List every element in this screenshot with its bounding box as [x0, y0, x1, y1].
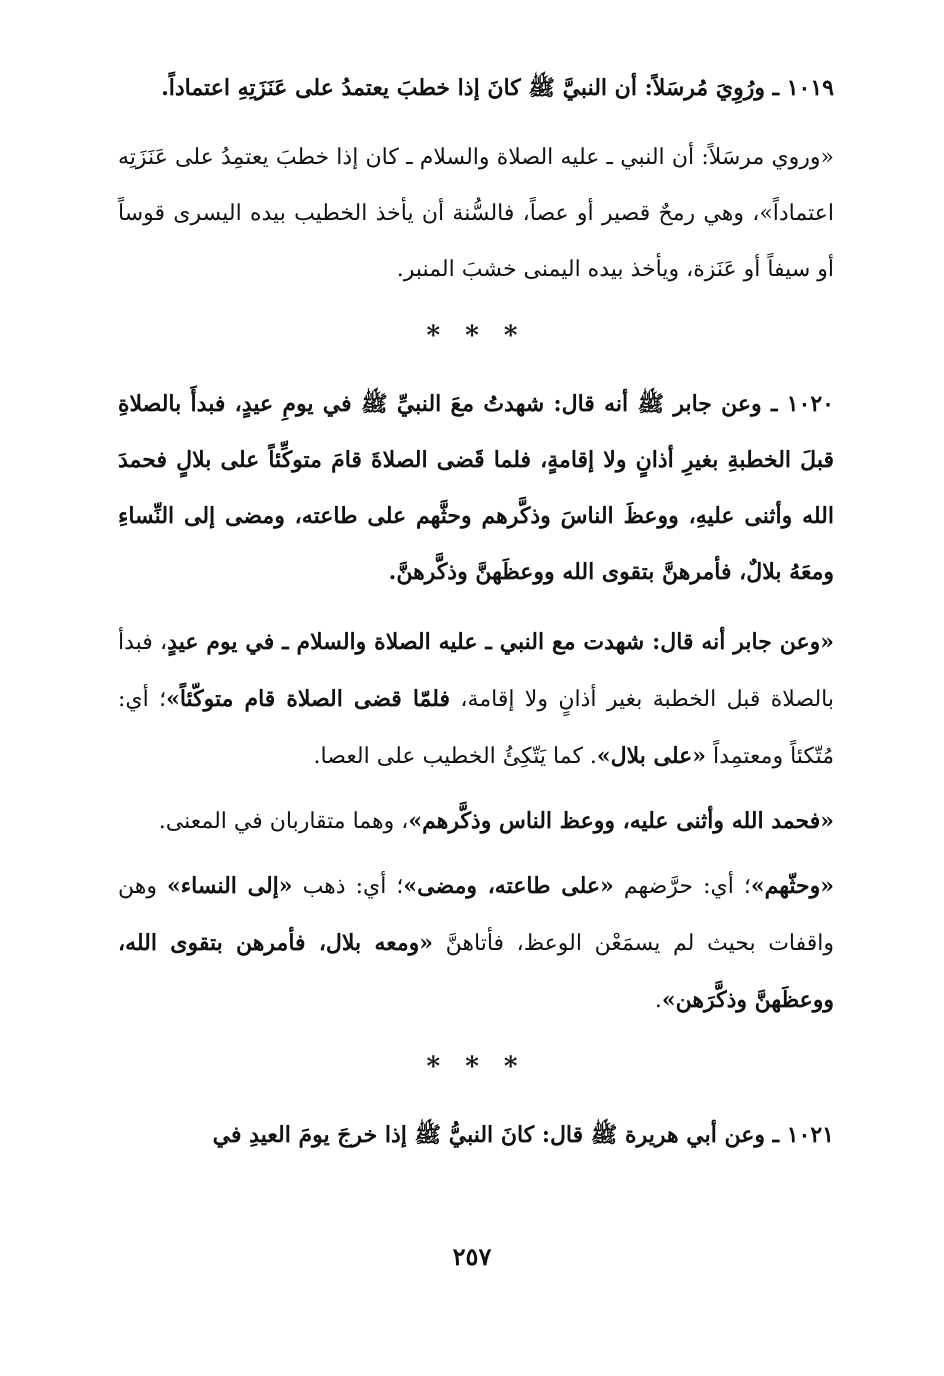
hadith-1021: ١٠٢١ ـ وعن أبي هريرة ﷺ قال: كانَ النبيُّ ﷺ إذا خرجَ يومَ العيدِ في	[212, 1122, 834, 1148]
quote-span: فلمّا قضى الصلاة قام متوكّئاً»	[166, 686, 451, 712]
quote-span: «ومعه بلال، فأمرهن بتقوى الله، ووعظَهنَّ وذكَّرَهن»	[118, 930, 834, 1013]
text-span: ؛ أي: حرَّضهم	[613, 874, 751, 899]
page-body	[118, 60, 834, 1163]
quote-span: «وعن جابر أنه قال: شهدت مع النبي ـ عليه الصلاة والسلام ـ في يوم عيدٍ	[167, 629, 834, 655]
text-span: .	[654, 988, 662, 1013]
commentary-1020-a	[118, 614, 834, 785]
page-number: ٢٥٧	[452, 1242, 492, 1271]
quote-span: «فحمد الله وأثنى عليه، ووعظ الناس وذكَّرهم»	[408, 808, 834, 834]
hadith-1019: ١٠١٩ ـ ورُوِيَ مُرسَلاً: أن النبيَّ ﷺ كانَ إذا خطبَ يعتمدُ على عَنَزَتِهِ اعتماداً.	[161, 75, 834, 101]
text-span: ، وهما متقاربان في المعنى.	[158, 809, 409, 834]
quote-span: «على طاعته، ومضى»	[403, 873, 614, 899]
section-separator: * * *	[426, 321, 526, 351]
commentary-1020-b	[118, 793, 834, 850]
commentary-1020-c	[118, 858, 834, 1029]
quote-span: «إلى النساء»	[167, 873, 293, 899]
text-span: ؛ أي: ذهب	[292, 874, 404, 899]
text-span: وهن واقفات بحيث لم يسمَعْن الوعظ، فأتاهنَّ	[118, 874, 834, 956]
text-span: ، فبدأ بالصلاة قبل الخطبة بغير أذانٍ ولا إقامة،	[118, 630, 835, 712]
commentary-1019: «وروي مرسَلاً: أن النبي ـ عليه الصلاة والسلام ـ كان إذا خطبَ يعتمِدُ على عَنَزَتِه اعتماداً»، وهي رمحٌ قصير أو عصاً، فالسُّنة أن يأخذ الخطيب بيده اليسرى قوساً أو سيفاً أو عَنَزة، ويأخذ بيده اليمنى خشبَ المنبر.	[118, 145, 834, 282]
quote-span: «وحثّهم»	[750, 873, 835, 899]
text-span: ؛ أي: مُتّكئاً ومعتمِداً	[118, 687, 834, 769]
quote-span: «على بلال»	[596, 743, 707, 769]
section-separator: * * *	[426, 1052, 526, 1082]
text-span: . كما يَتّكِئُ الخطيب على العصا.	[313, 744, 597, 769]
hadith-1020: ١٠٢٠ ـ وعن جابر ﷺ أنه قال: شهدتُ معَ النبيِّ ﷺ في يومِ عيدٍ، فبدأَ بالصلاةِ قبلَ الخطبةِ بغيرِ أذانٍ ولا إقامةٍ، فلما قَضى الصلاةَ قامَ متوكِّئاً على بلالٍ فحمدَ الله وأثنى عليهِ، ووعظَ الناسَ وذكَّرهم وحثَّهم على طاعته، ومضى إلى النِّساءِ ومعَهُ بلالٌ، فأمرهنَّ بتقوى الله ووعظَهنَّ وذكَّرهنَّ.	[118, 391, 834, 585]
